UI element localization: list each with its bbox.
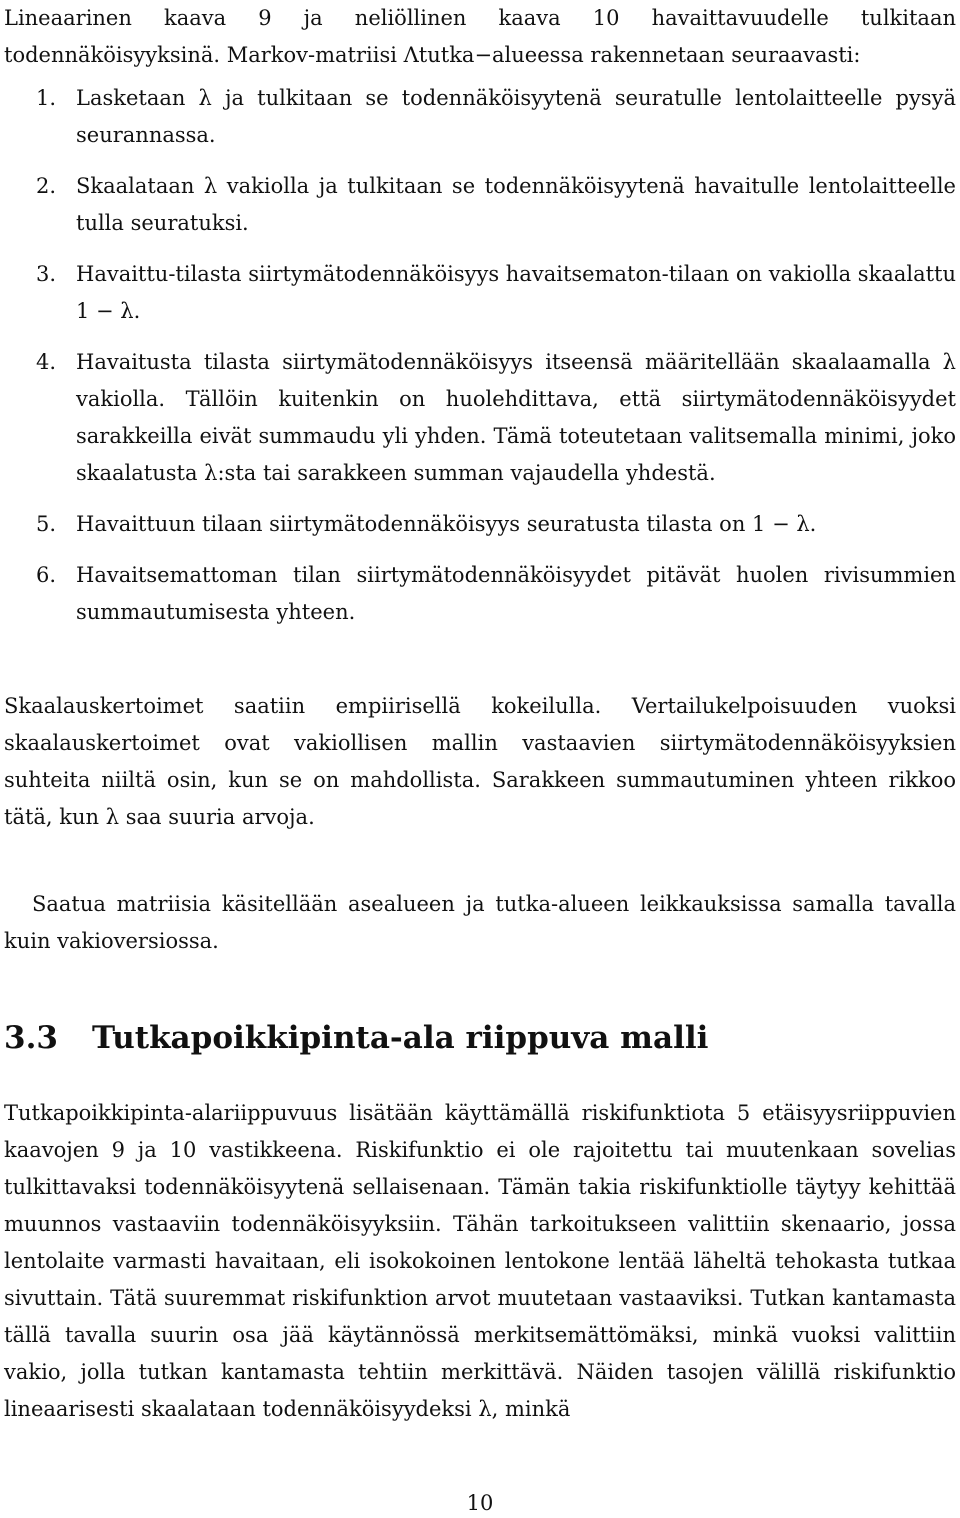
section-title: Tutkapoikkipinta-ala riippuva malli <box>92 1020 709 1056</box>
page-number: 10 <box>466 1491 494 1515</box>
step-number: 3. <box>36 262 57 286</box>
step-text: Lasketaan λ ja tulkitaan se todennäköisyytenä seuratulle lentolaitteelle pysyä seurannassa. <box>76 86 956 147</box>
list-item <box>0 80 956 154</box>
step-text: Havaittu-tilasta siirtymätodennäköisyys havaitsematon-tilaan on vakiolla skaalattu 1 − λ. <box>76 262 956 323</box>
list-item <box>0 256 956 330</box>
list-item <box>0 344 956 492</box>
intro-paragraph: Lineaarinen kaava 9 ja neliöllinen kaava 10 havaittavuudelle tulkitaan todennäköisyyksinä. Markov-matriisi Λtutka−alueessa rakennetaan seuraavasti: <box>4 6 956 67</box>
list-item <box>0 168 956 242</box>
step-number: 6. <box>36 563 57 587</box>
step-number: 4. <box>36 350 57 374</box>
step-text: Havaitusta tilasta siirtymätodennäköisyys itseensä määritellään skaalaamalla λ vakiolla. Tällöin kuitenkin on huolehdittava, että siirtymätodennäköisyydet sarakkeilla eivät summaudu yli yhden. Tämä toteutetaan valitsemalla minimi, joko skaalatusta λ:sta tai sarakkeen summan vajaudella yhdestä. <box>76 350 956 485</box>
list-item <box>0 557 956 631</box>
scaling-paragraph: Skaalauskertoimet saatiin empiirisellä kokeilulla. Vertailukelpoisuuden vuoksi skaalauskertoimet ovat vakiollisen mallin vastaavien siirtymätodennäköisyyksien suhteita niiltä osin, kun se on mahdollista. Sarakkeen summautuminen yhteen rikkoo tätä, kun λ saa suuria arvoja. <box>4 694 956 829</box>
section-body-paragraph: Tutkapoikkipinta-alariippuvuus lisätään käyttämällä riskifunktiota 5 etäisyysriippuvien kaavojen 9 ja 10 vastikkeena. Riskifunktio ei ole rajoitettu tai muutenkaan sovelias tulkittavaksi todennäköisyytenä sellaisenaan. Tämän takia riskifunktiolle täytyy kehittää muunnos vastaaviin todennäköisyyksiin. Tähän tarkoitukseen valittiin skenaario, jossa lentolaite varmasti havaitaan, eli isokokoinen lentokone lentää läheltä tehokasta tutkaa sivuttain. Tätä suuremmat riskifunktion arvot muutetaan vastaaviksi. Tutkan kantamasta tällä tavalla suurin osa jää käytännössä merkitsemättömäksi, minkä vuoksi valittiin vakio, jolla tutkan kantamasta tehtiin merkittävä. Näiden tasojen välillä riskifunktio lineaarisesti skaalataan todennäköisyydeksi λ, minkä <box>4 1101 956 1421</box>
construction-steps-list <box>0 80 956 645</box>
step-number: 5. <box>36 512 57 536</box>
section-heading <box>4 1016 956 1060</box>
matrix-paragraph: Saatua matriisia käsitellään asealueen ja tutka-alueen leikkauksissa samalla tavalla kuin vakioversiossa. <box>4 892 956 953</box>
step-number: 2. <box>36 174 57 198</box>
step-text: Havaitsemattoman tilan siirtymätodennäköisyydet pitävät huolen rivisummien summautumisesta yhteen. <box>76 563 956 624</box>
step-number: 1. <box>36 86 57 110</box>
section-number: 3.3 <box>4 1020 58 1056</box>
list-item <box>0 506 956 543</box>
step-text: Skaalataan λ vakiolla ja tulkitaan se todennäköisyytenä havaitulle lentolaitteelle tulla seuratuksi. <box>76 174 956 235</box>
step-text: Havaittuun tilaan siirtymätodennäköisyys seuratusta tilasta on 1 − λ. <box>76 512 817 536</box>
